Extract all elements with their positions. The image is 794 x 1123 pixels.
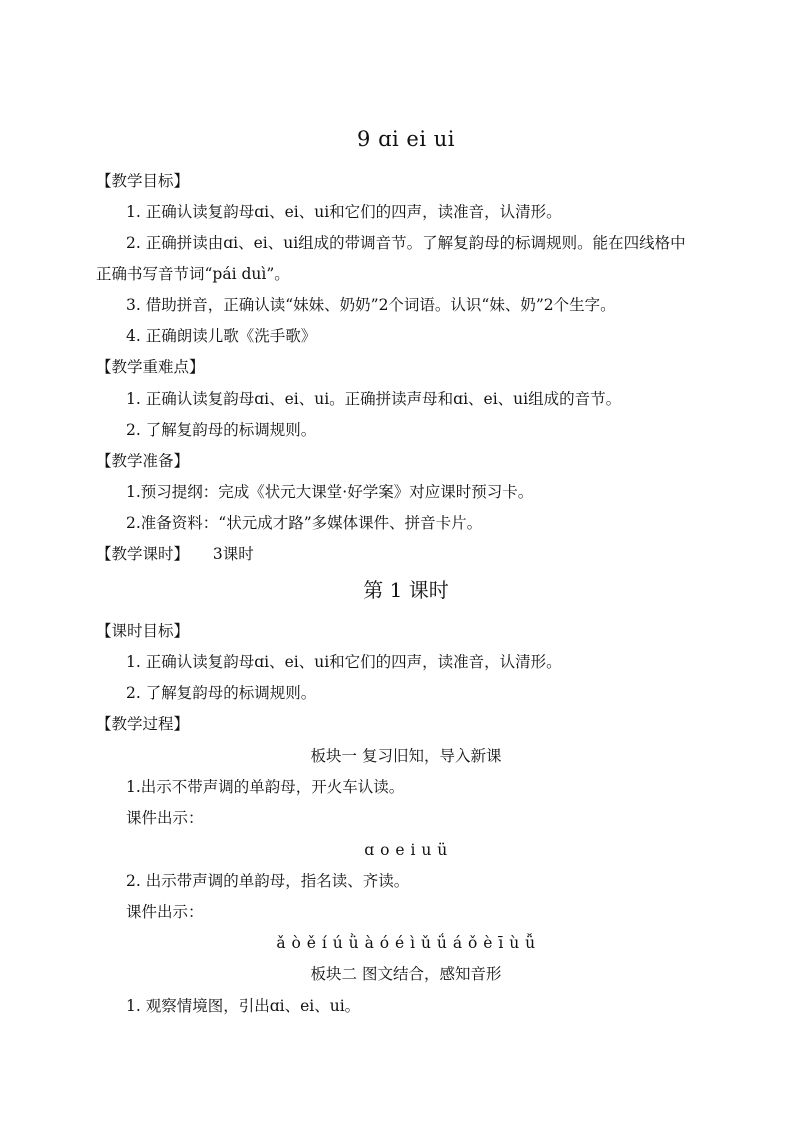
lesson-goal-item: 2. 了解复韵母的标调规则。 (126, 684, 317, 702)
hours-value: 3课时 (212, 545, 254, 563)
key-point-item: 1. 正确认读复韵母ɑi、ei、ui。正确拼读声母和ɑi、ei、ui组成的音节。 (126, 390, 622, 408)
prep-item: 1.预习提纲：完成《状元大课堂·好学案》对应课时预习卡。 (126, 483, 534, 501)
goal-item: 2. 正确拼读由ɑi、ei、ui组成的带调音节。了解复韵母的标调规则。能在四线格中 (126, 234, 686, 252)
prep-item: 2.准备资料：“状元成才路”多媒体课件、拼音卡片。 (126, 514, 483, 532)
process-heading: 【教学过程】 (96, 715, 190, 733)
lesson-goal-item: 1. 正确认读复韵母ɑi、ei、ui和它们的四声，读准音，认清形。 (126, 653, 562, 671)
goal-item: 3. 借助拼音，正确认读“妹妹、奶奶”2个词语。认识“妹、奶”2个生字。 (126, 296, 616, 314)
goal-item: 4. 正确朗读儿歌《洗手歌》 (126, 327, 317, 345)
doc-title: 9 ɑi ei ui (357, 127, 455, 151)
step-item: 1.出示不带声调的单韵母，开火车认读。 (126, 778, 405, 796)
goals-heading: 【教学目标】 (96, 172, 190, 190)
hours-heading: 【教学课时】 (96, 545, 190, 563)
hours-line (96, 544, 254, 564)
step-item: 1. 观察情境图，引出ɑi、ei、ui。 (126, 997, 361, 1015)
lesson-title: 第 1 课时 (363, 578, 449, 602)
goal-item: 1. 正确认读复韵母ɑi、ei、ui和它们的四声，读准音，认清形。 (126, 203, 562, 221)
courseware-label: 课件出示： (126, 809, 204, 827)
key-point-item: 2. 了解复韵母的标调规则。 (126, 421, 317, 439)
courseware-label: 课件出示： (126, 903, 204, 921)
lesson-goals-heading: 【课时目标】 (96, 622, 190, 640)
plain-vowels: ɑ o e i u ü (364, 841, 448, 859)
toned-vowels: ǎ ò ě í ú ǜ à ó é ì ǔ ǘ á ǒ è ī ù ǚ (276, 934, 536, 952)
key-heading: 【教学重难点】 (96, 358, 205, 376)
block1-title: 板块一 复习旧知，导入新课 (310, 747, 502, 765)
goal-item: 正确书写音节词“pái duì”。 (96, 265, 290, 283)
step-item: 2. 出示带声调的单韵母，指名读、齐读。 (126, 872, 410, 890)
prep-heading: 【教学准备】 (96, 452, 190, 470)
block2-title: 板块二 图文结合，感知音形 (310, 965, 502, 983)
